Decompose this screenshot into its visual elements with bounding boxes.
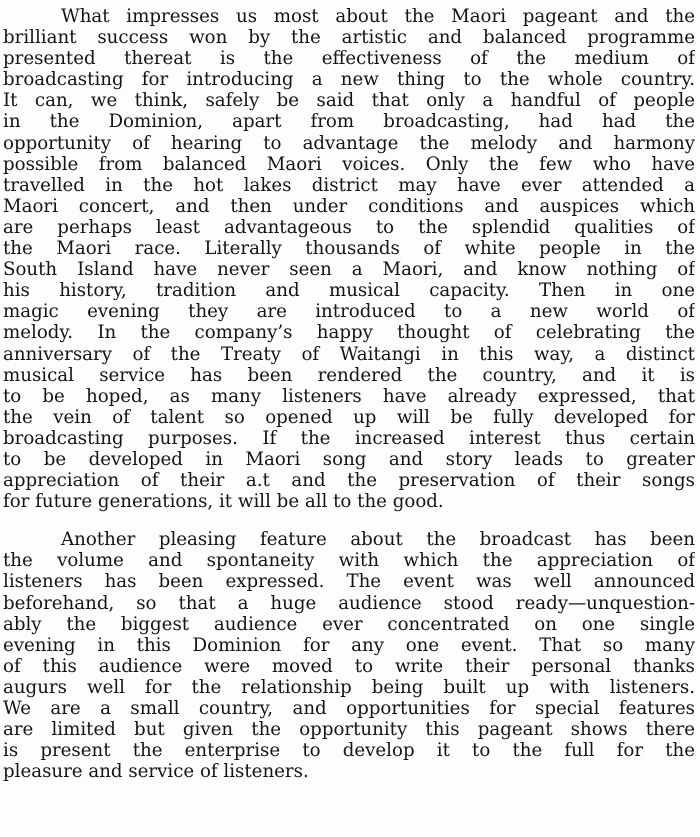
text-line: for future generations, it will be all to the good. bbox=[3, 491, 444, 513]
text-line: presented thereat is the effectiveness of the medium of bbox=[3, 48, 695, 70]
text-line: What impresses us most about the Maori pageant and the bbox=[61, 6, 695, 27]
text-line: listeners has been expressed. The event was well announced bbox=[3, 571, 695, 593]
text-line: of this audience were moved to write their personal thanks bbox=[3, 655, 695, 677]
text-line: pleasure and service of listeners. bbox=[3, 761, 309, 783]
text-line: anniversary of the Treaty of Waitangi in this way, a distinct bbox=[3, 343, 695, 365]
text-line: musical service has been rendered the country, and it is bbox=[3, 364, 695, 386]
text-line: travelled in the hot lakes district may have ever attended a bbox=[3, 174, 695, 196]
text-line: evening in this Dominion for any one event. That so many bbox=[3, 634, 695, 656]
text-line: are perhaps least advantageous to the splendid qualities of bbox=[3, 216, 695, 238]
text-line: the vein of talent so opened up will be fully developed for bbox=[3, 406, 695, 428]
text-line: the volume and spontaneity with which the appreciation of bbox=[3, 550, 695, 572]
text-line: Maori concert, and then under conditions and auspices which bbox=[3, 195, 695, 217]
text-line: augurs well for the relationship being built up with listeners. bbox=[3, 676, 695, 698]
text-line: beforehand, so that a huge audience stood ready—unquestion- bbox=[3, 592, 695, 614]
text-line: broadcasting for introducing a new thing to the whole country. bbox=[3, 69, 695, 91]
text-line: South Island have never seen a Maori, and know nothing of bbox=[3, 259, 695, 281]
text-line: appreciation of their a.t and the preservation of their songs bbox=[3, 470, 695, 492]
text-line: brilliant success won by the artistic and balanced programme bbox=[3, 27, 695, 49]
article-column bbox=[3, 6, 695, 782]
text-line: is present the enterprise to develop it to the full for the bbox=[3, 740, 695, 762]
text-line: opportunity of hearing to advantage the melody and harmony bbox=[3, 132, 695, 154]
text-line: We are a small country, and opportunities for special features bbox=[3, 698, 695, 719]
text-line: are limited but given the opportunity this pageant shows there bbox=[3, 719, 695, 741]
paragraph-1 bbox=[3, 6, 695, 512]
text-line: to be developed in Maori song and story leads to greater bbox=[3, 448, 695, 470]
text-line: the Maori race. Literally thousands of white people in the bbox=[3, 238, 695, 260]
text-line: It can, we think, safely be said that only a handful of people bbox=[3, 90, 695, 112]
text-line: ably the biggest audience ever concentrated on one single bbox=[3, 613, 695, 635]
text-line: possible from balanced Maori voices. Only the few who have bbox=[3, 153, 695, 175]
text-line: broadcasting purposes. If the increased interest thus certain bbox=[3, 427, 695, 449]
text-line: in the Dominion, apart from broadcasting, had had the bbox=[3, 111, 695, 133]
paragraph-2 bbox=[3, 529, 695, 782]
text-line: Another pleasing feature about the broadcast has been bbox=[61, 529, 695, 551]
paragraph-spacer bbox=[3, 512, 695, 529]
text-line: to be hoped, as many listeners have already expressed, that bbox=[3, 385, 695, 407]
text-line: melody. In the company’s happy thought of celebrating the bbox=[3, 322, 695, 344]
text-line: his history, tradition and musical capacity. Then in one bbox=[3, 280, 695, 302]
text-line: magic evening they are introduced to a new world of bbox=[3, 301, 695, 323]
